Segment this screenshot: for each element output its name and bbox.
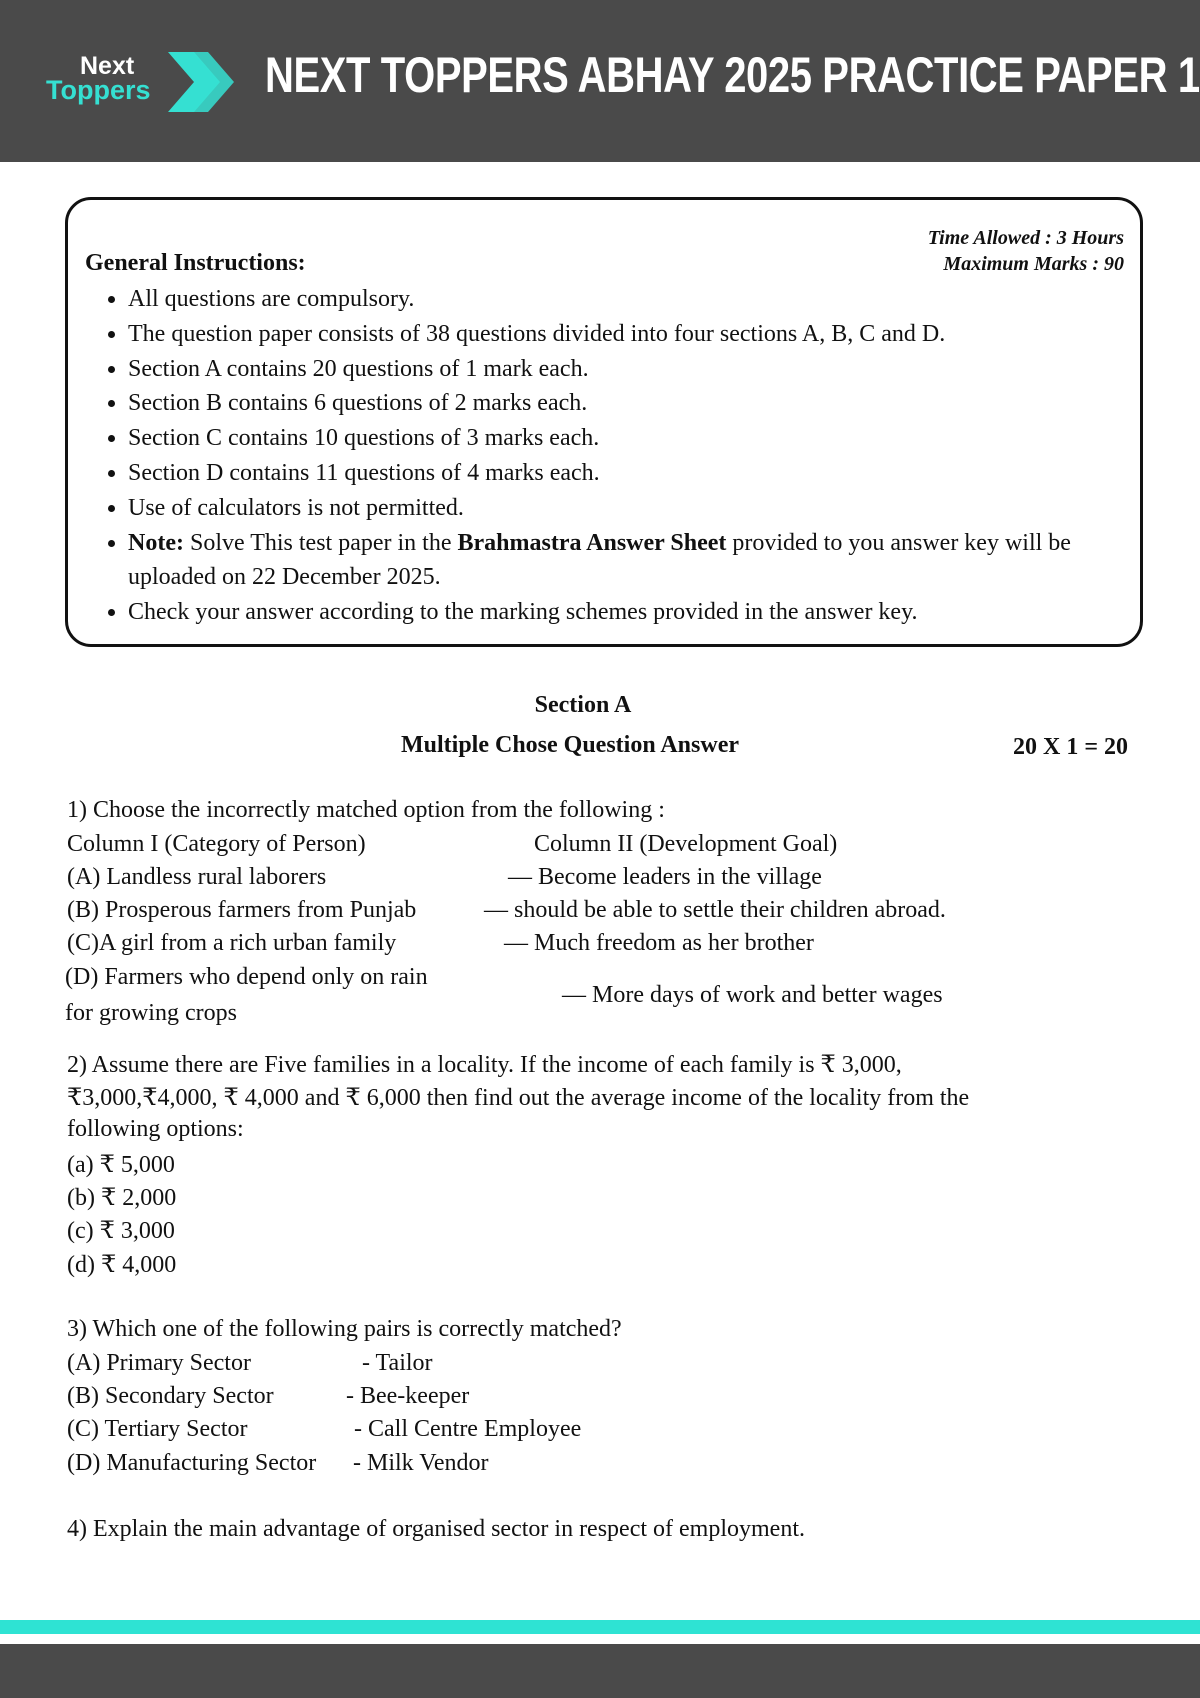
q1-row-c-right: — Much freedom as her brother — [504, 930, 814, 956]
q2-option-d: (d) ₹ 4,000 — [67, 1252, 177, 1278]
q3-row-d-right: - Milk Vendor — [353, 1450, 489, 1476]
q1-row-d-left: (D) Farmers who depend only on rain — [65, 964, 428, 990]
time-marks-info — [928, 225, 1124, 277]
next-toppers-logo — [46, 46, 231, 118]
q3-row-b-right: - Bee-keeper — [346, 1383, 470, 1409]
q3-question: 3) Which one of the following pairs is correctly matched? — [67, 1316, 622, 1342]
q2-question-line-2: ₹3,000,₹4,000, ₹ 4,000 and ₹ 6,000 then find out the average income of the locality from the — [67, 1085, 970, 1111]
maximum-marks: Maximum Marks : 90 — [943, 253, 1124, 275]
time-allowed: Time Allowed : 3 Hours — [927, 227, 1124, 249]
q1-row-b-right: — should be able to settle their children abroad. — [484, 897, 946, 923]
instruction-item: • The question paper consists of 38 questions divided into four sections A, B, C and D. — [128, 317, 1158, 352]
q1-row-a-right: — Become leaders in the village — [508, 864, 822, 890]
q1-row-b-left: (B) Prosperous farmers from Punjab — [67, 897, 417, 923]
q3-row-d-left: (D) Manufacturing Sector — [67, 1450, 317, 1476]
logo-toppers-text: Toppers — [46, 75, 151, 105]
page-header — [0, 0, 1200, 162]
note-text-2: provided to you answer key will be uploaded on 22 December 2025. — [128, 529, 1071, 591]
q1-row-d-left-cont: for growing crops — [65, 1000, 237, 1026]
q3-row-c-right: - Call Centre Employee — [354, 1416, 582, 1442]
section-subtitle: Multiple Chose Question Answer — [400, 732, 739, 758]
chevron-arrow-icon — [164, 46, 234, 118]
note-label: Note: — [128, 529, 184, 556]
note-text-1: Solve This test paper in the — [189, 529, 452, 556]
page-title: NEXT TOPPERS ABHAY 2025 PRACTICE PAPER 1 — [265, 47, 1200, 103]
q1-row-a-left: (A) Landless rural laborers — [67, 864, 327, 890]
instructions-heading: General Instructions: — [85, 250, 306, 276]
q2-question-line-3: following options: — [67, 1116, 244, 1142]
note-bold: Brahmastra Answer Sheet — [457, 529, 727, 556]
q2-option-b: (b) ₹ 2,000 — [67, 1185, 177, 1211]
instruction-item: • Use of calculators is not permitted. — [128, 491, 1158, 526]
footer-band — [0, 1644, 1200, 1698]
q1-col1-header: Column I (Category of Person) — [67, 831, 366, 857]
section-title: Section A — [534, 692, 632, 718]
q4-question: 4) Explain the main advantage of organised sector in respect of employment. — [67, 1516, 805, 1542]
q3-row-a-left: (A) Primary Sector — [67, 1350, 251, 1376]
q2-option-a: (a) ₹ 5,000 — [67, 1152, 175, 1178]
q3-row-a-right: - Tailor — [362, 1350, 433, 1376]
q1-row-d-right: — More days of work and better wages — [562, 982, 943, 1008]
q2-option-c: (c) ₹ 3,000 — [67, 1218, 175, 1244]
logo-next-text: Next — [80, 52, 135, 80]
instruction-item: • Section D contains 11 questions of 4 marks each. — [128, 456, 1158, 491]
q1-row-c-left: (C)A girl from a rich urban family — [67, 930, 397, 956]
instruction-item: • Section C contains 10 questions of 3 marks each. — [128, 421, 1158, 456]
instruction-note — [128, 526, 1158, 596]
q1-question: 1) Choose the incorrectly matched option from the following : — [67, 797, 665, 823]
general-instructions-box — [65, 197, 1143, 647]
instruction-item: • Check your answer according to the marking schemes provided in the answer key. — [128, 595, 1158, 630]
q2-question-line-1: 2) Assume there are Five families in a locality. If the income of each family is ₹ 3,000, — [67, 1052, 902, 1078]
instructions-list — [86, 282, 1158, 630]
instruction-item: • Section B contains 6 questions of 2 marks each. — [128, 386, 1158, 421]
footer-accent-band — [0, 1620, 1200, 1634]
instruction-item: • All questions are compulsory. — [128, 282, 1158, 317]
q3-row-b-left: (B) Secondary Sector — [67, 1383, 274, 1409]
q3-row-c-left: (C) Tertiary Sector — [67, 1416, 248, 1442]
section-marks: 20 X 1 = 20 — [1012, 734, 1128, 760]
instruction-item: • Section A contains 20 questions of 1 mark each. — [128, 352, 1158, 387]
q1-col2-header: Column II (Development Goal) — [534, 831, 838, 857]
